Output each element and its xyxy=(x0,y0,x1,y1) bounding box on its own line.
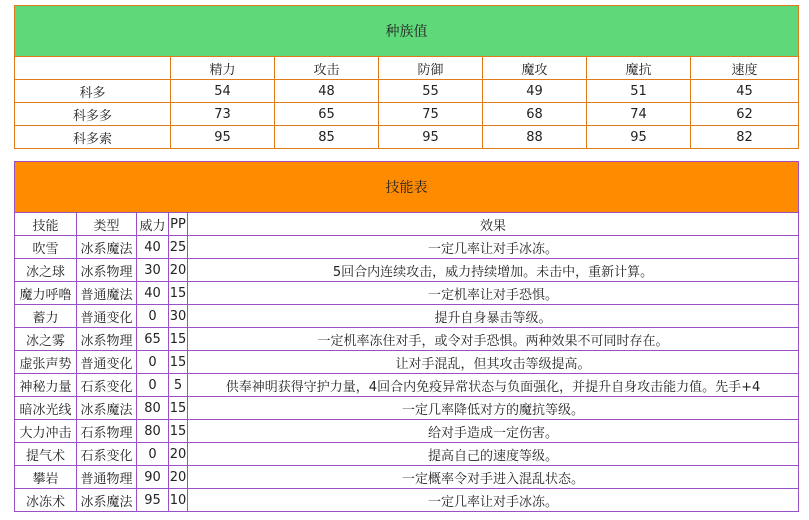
skill-effect: 供奉神明获得守护力量，4回合内免疫异常状态与负面强化，并提升自身攻击能力值。先手+4 xyxy=(188,374,799,397)
skill-power: 40 xyxy=(137,282,169,305)
skill-pp: 20 xyxy=(169,443,188,466)
skills-table xyxy=(14,161,799,512)
skills-header-pp: PP xyxy=(169,213,188,236)
stats-cell: 48 xyxy=(275,80,379,103)
stats-cell: 科多索 xyxy=(15,126,171,149)
skills-header-name: 技能 xyxy=(15,213,77,236)
stats-cell: 科多多 xyxy=(15,103,171,126)
skill-pp: 10 xyxy=(169,489,188,512)
skill-power: 0 xyxy=(137,443,169,466)
skill-power: 80 xyxy=(137,420,169,443)
skill-effect: 让对手混乱，但其攻击等级提高。 xyxy=(188,351,799,374)
skill-type: 普通变化 xyxy=(77,351,137,374)
stats-cell: 75 xyxy=(379,103,483,126)
skill-type: 普通魔法 xyxy=(77,282,137,305)
skill-type: 普通物理 xyxy=(77,466,137,489)
stats-cell: 73 xyxy=(171,103,275,126)
stats-header-blank xyxy=(15,57,171,80)
skill-power: 40 xyxy=(137,236,169,259)
skill-name: 吹雪 xyxy=(15,236,77,259)
skills-header-power: 威力 xyxy=(137,213,169,236)
skill-type: 石系变化 xyxy=(77,443,137,466)
skill-row xyxy=(15,374,799,397)
skill-name: 提气术 xyxy=(15,443,77,466)
skill-type: 石系变化 xyxy=(77,374,137,397)
stats-header-defense: 防御 xyxy=(379,57,483,80)
stats-header-sp-defense: 魔抗 xyxy=(587,57,691,80)
skill-name: 攀岩 xyxy=(15,466,77,489)
skill-row xyxy=(15,351,799,374)
skill-pp: 20 xyxy=(169,259,188,282)
skill-name: 蓄力 xyxy=(15,305,77,328)
stats-cell: 51 xyxy=(587,80,691,103)
skill-pp: 15 xyxy=(169,397,188,420)
skill-name: 暗冰光线 xyxy=(15,397,77,420)
skill-name: 冰之球 xyxy=(15,259,77,282)
skill-effect: 一定几率降低对方的魔抗等级。 xyxy=(188,397,799,420)
skill-row xyxy=(15,259,799,282)
skills-title-row xyxy=(15,162,799,213)
skill-pp: 20 xyxy=(169,466,188,489)
skill-power: 80 xyxy=(137,397,169,420)
stats-row xyxy=(15,80,799,103)
stats-row xyxy=(15,103,799,126)
skill-effect: 一定几率让对手冰冻。 xyxy=(188,489,799,512)
skill-type: 冰系物理 xyxy=(77,259,137,282)
skill-name: 大力冲击 xyxy=(15,420,77,443)
skill-power: 0 xyxy=(137,351,169,374)
stats-cell: 74 xyxy=(587,103,691,126)
skills-header-effect: 效果 xyxy=(188,213,799,236)
skill-row xyxy=(15,282,799,305)
skill-effect: 一定机率冻住对手，或令对手恐惧。两种效果不可同时存在。 xyxy=(188,328,799,351)
skills-header-row xyxy=(15,213,799,236)
skill-pp: 15 xyxy=(169,328,188,351)
skill-type: 冰系魔法 xyxy=(77,236,137,259)
skill-effect: 一定概率令对手进入混乱状态。 xyxy=(188,466,799,489)
stats-cell: 科多 xyxy=(15,80,171,103)
skill-type: 普通变化 xyxy=(77,305,137,328)
stats-cell: 95 xyxy=(379,126,483,149)
skill-name: 冰冻术 xyxy=(15,489,77,512)
stats-cell: 88 xyxy=(483,126,587,149)
skill-effect: 5回合内连续攻击，威力持续增加。未击中，重新计算。 xyxy=(188,259,799,282)
skill-row xyxy=(15,397,799,420)
skill-pp: 25 xyxy=(169,236,188,259)
skill-name: 冰之雾 xyxy=(15,328,77,351)
skill-name: 神秘力量 xyxy=(15,374,77,397)
skill-power: 30 xyxy=(137,259,169,282)
stats-header-row xyxy=(15,57,799,80)
skill-pp: 15 xyxy=(169,420,188,443)
stats-cell: 62 xyxy=(691,103,799,126)
stats-header-hp: 精力 xyxy=(171,57,275,80)
stats-row xyxy=(15,126,799,149)
stats-title-row xyxy=(15,6,799,57)
skill-pp: 5 xyxy=(169,374,188,397)
stats-cell: 49 xyxy=(483,80,587,103)
skill-pp: 15 xyxy=(169,282,188,305)
skill-type: 冰系物理 xyxy=(77,328,137,351)
stats-header-speed: 速度 xyxy=(691,57,799,80)
skills-header-type: 类型 xyxy=(77,213,137,236)
stats-cell: 85 xyxy=(275,126,379,149)
skill-row xyxy=(15,328,799,351)
skill-type: 石系物理 xyxy=(77,420,137,443)
skill-power: 0 xyxy=(137,305,169,328)
skill-power: 90 xyxy=(137,466,169,489)
stats-header-sp-attack: 魔攻 xyxy=(483,57,587,80)
stats-cell: 95 xyxy=(171,126,275,149)
skill-pp: 30 xyxy=(169,305,188,328)
skill-effect: 给对手造成一定伤害。 xyxy=(188,420,799,443)
skill-row xyxy=(15,305,799,328)
stats-cell: 55 xyxy=(379,80,483,103)
skill-effect: 提升自身暴击等级。 xyxy=(188,305,799,328)
skills-title: 技能表 xyxy=(15,162,799,213)
skill-power: 65 xyxy=(137,328,169,351)
stats-header-attack: 攻击 xyxy=(275,57,379,80)
skill-row xyxy=(15,420,799,443)
stats-cell: 45 xyxy=(691,80,799,103)
stats-table xyxy=(14,5,799,149)
skill-row xyxy=(15,236,799,259)
skill-row xyxy=(15,443,799,466)
skill-effect: 一定机率让对手恐惧。 xyxy=(188,282,799,305)
stats-cell: 95 xyxy=(587,126,691,149)
skill-type: 冰系魔法 xyxy=(77,397,137,420)
skill-power: 95 xyxy=(137,489,169,512)
skill-effect: 一定几率让对手冰冻。 xyxy=(188,236,799,259)
skill-type: 冰系魔法 xyxy=(77,489,137,512)
skill-name: 魔力呼噜 xyxy=(15,282,77,305)
skill-row xyxy=(15,466,799,489)
stats-cell: 65 xyxy=(275,103,379,126)
stats-cell: 54 xyxy=(171,80,275,103)
stats-cell: 68 xyxy=(483,103,587,126)
skill-power: 0 xyxy=(137,374,169,397)
stats-cell: 82 xyxy=(691,126,799,149)
skill-row xyxy=(15,489,799,512)
skill-pp: 15 xyxy=(169,351,188,374)
skill-name: 虚张声势 xyxy=(15,351,77,374)
skill-effect: 提高自己的速度等级。 xyxy=(188,443,799,466)
stats-title: 种族值 xyxy=(15,6,799,57)
